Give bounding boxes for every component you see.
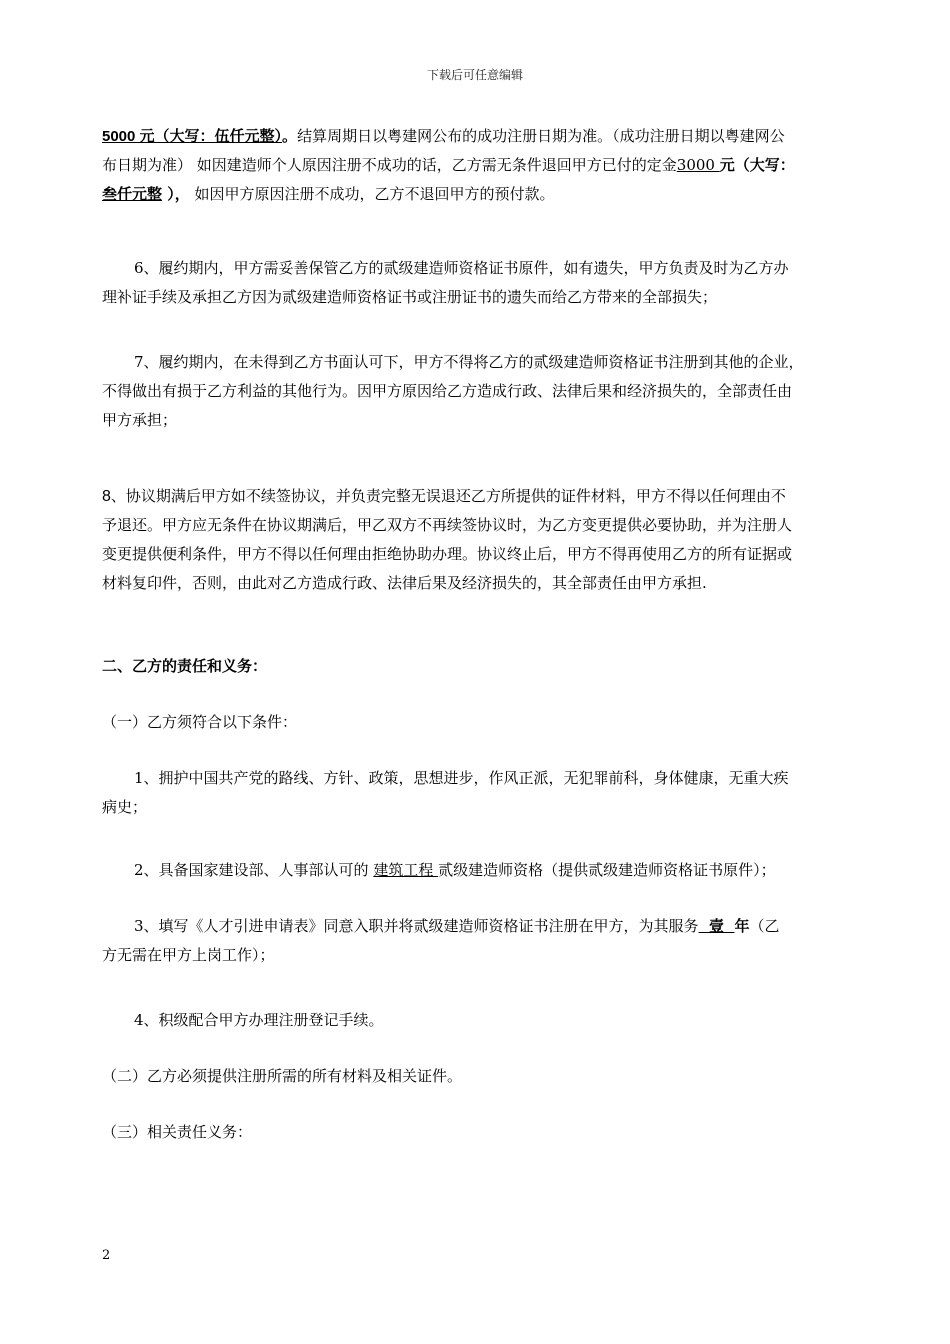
line: 不得做出有损于乙方利益的其他行为。因甲方原因给乙方造成行政、法律后果和经济损失的，全部责任由 <box>102 382 793 400</box>
amount-5000: 5000 元（大写：伍仟元整） <box>102 128 283 145</box>
line <box>102 122 866 151</box>
subsection-heading: （二）乙方必须提供注册所需的所有材料及相关证件。 <box>102 1067 463 1085</box>
line <box>102 151 866 180</box>
clause-6 <box>102 254 866 312</box>
condition-1 <box>102 764 866 822</box>
line <box>134 856 866 885</box>
text-run: ）， <box>162 185 190 203</box>
text-run: 、协议期满后甲方如不续签协议，并负责完整无误退还乙方所提供的证件材料，甲方不得以任何理由不 <box>110 487 786 505</box>
service-years-field: 壹 <box>698 917 735 935</box>
clause-7 <box>102 348 866 435</box>
condition-4: 4、积级配合甲方办理注册登记手续。 <box>134 1011 384 1029</box>
text-run: 元（大写： <box>719 156 795 174</box>
line: 材料复印件，否则，由此对乙方造成行政、法律后果及经济损失的，其全部责任由甲方承担. <box>102 574 707 592</box>
text-run: 2、具备国家建设部、人事部认可的 <box>134 861 374 879</box>
line: 予退还。甲方应无条件在协议期满后，甲乙双方不再续签协议时，为乙方变更提供必要协助，并为注册人 <box>102 516 793 534</box>
clause-8 <box>102 482 866 598</box>
line: 病史； <box>102 798 148 816</box>
subsection-heading: （一）乙方须符合以下条件： <box>102 713 298 731</box>
qualification-field: 建筑工程 <box>373 861 439 879</box>
text-run: 年 <box>734 917 750 935</box>
page-number: 2 <box>102 1248 111 1263</box>
text-run: 结算周期日以粤建网公布的成功注册日期为准。（成功注册日期以粤建网公 <box>297 127 785 145</box>
text-run: 3、填写《人才引进申请表》同意入职并将贰级建造师资格证书注册在甲方，为其服务 <box>134 917 699 935</box>
line <box>102 180 866 209</box>
period-mark: 。 <box>282 127 298 145</box>
line <box>102 482 866 511</box>
line: 方无需在甲方上岗工作）； <box>102 946 275 964</box>
text-run: 贰级建造师资格（提供贰级建造师资格证书原件）； <box>438 861 776 879</box>
line: 7、履约期内，在未得到乙方书面认可下，甲方不得将乙方的贰级建造师资格证书注册到其他的企业， <box>134 353 804 371</box>
condition-3 <box>102 912 866 970</box>
line: 6、履约期内，甲方需妥善保管乙方的贰级建造师资格证书原件，如有遗失，甲方负责及时为乙方办 <box>134 259 789 277</box>
line: 甲方承担； <box>102 411 178 429</box>
line <box>134 912 866 941</box>
text-run: 布日期为准） 如因建造师个人原因注册不成功的话，乙方需无条件退回甲方已付的定金 <box>102 156 677 174</box>
clause-number: 8 <box>102 488 111 505</box>
condition-2 <box>102 856 866 885</box>
section-heading: 二、乙方的责任和义务： <box>102 657 268 675</box>
text-run: （乙 <box>749 917 780 935</box>
page-header: 下载后可任意编辑 <box>426 68 523 82</box>
text-run: 如因甲方原因注册不成功，乙方不退回甲方的预付款。 <box>189 185 555 203</box>
paragraph-settlement <box>102 122 866 209</box>
line: 理补证手续及承担乙方因为贰级建造师资格证书或注册证书的遗失而给乙方带来的全部损失； <box>102 288 718 306</box>
subsection-heading: （三）相关责任义务： <box>102 1123 253 1141</box>
amount-3000-words: 叁仟元整 <box>102 185 163 203</box>
line: 变更提供便利条件，甲方不得以任何理由拒绝协助办理。协议终止后，甲方不得再使用乙方的所有证据或 <box>102 545 793 563</box>
amount-3000: 3000 <box>676 156 720 174</box>
line: 1、拥护中国共产党的路线、方针、政策，思想进步，作风正派，无犯罪前科，身体健康，无重大疾 <box>134 769 789 787</box>
